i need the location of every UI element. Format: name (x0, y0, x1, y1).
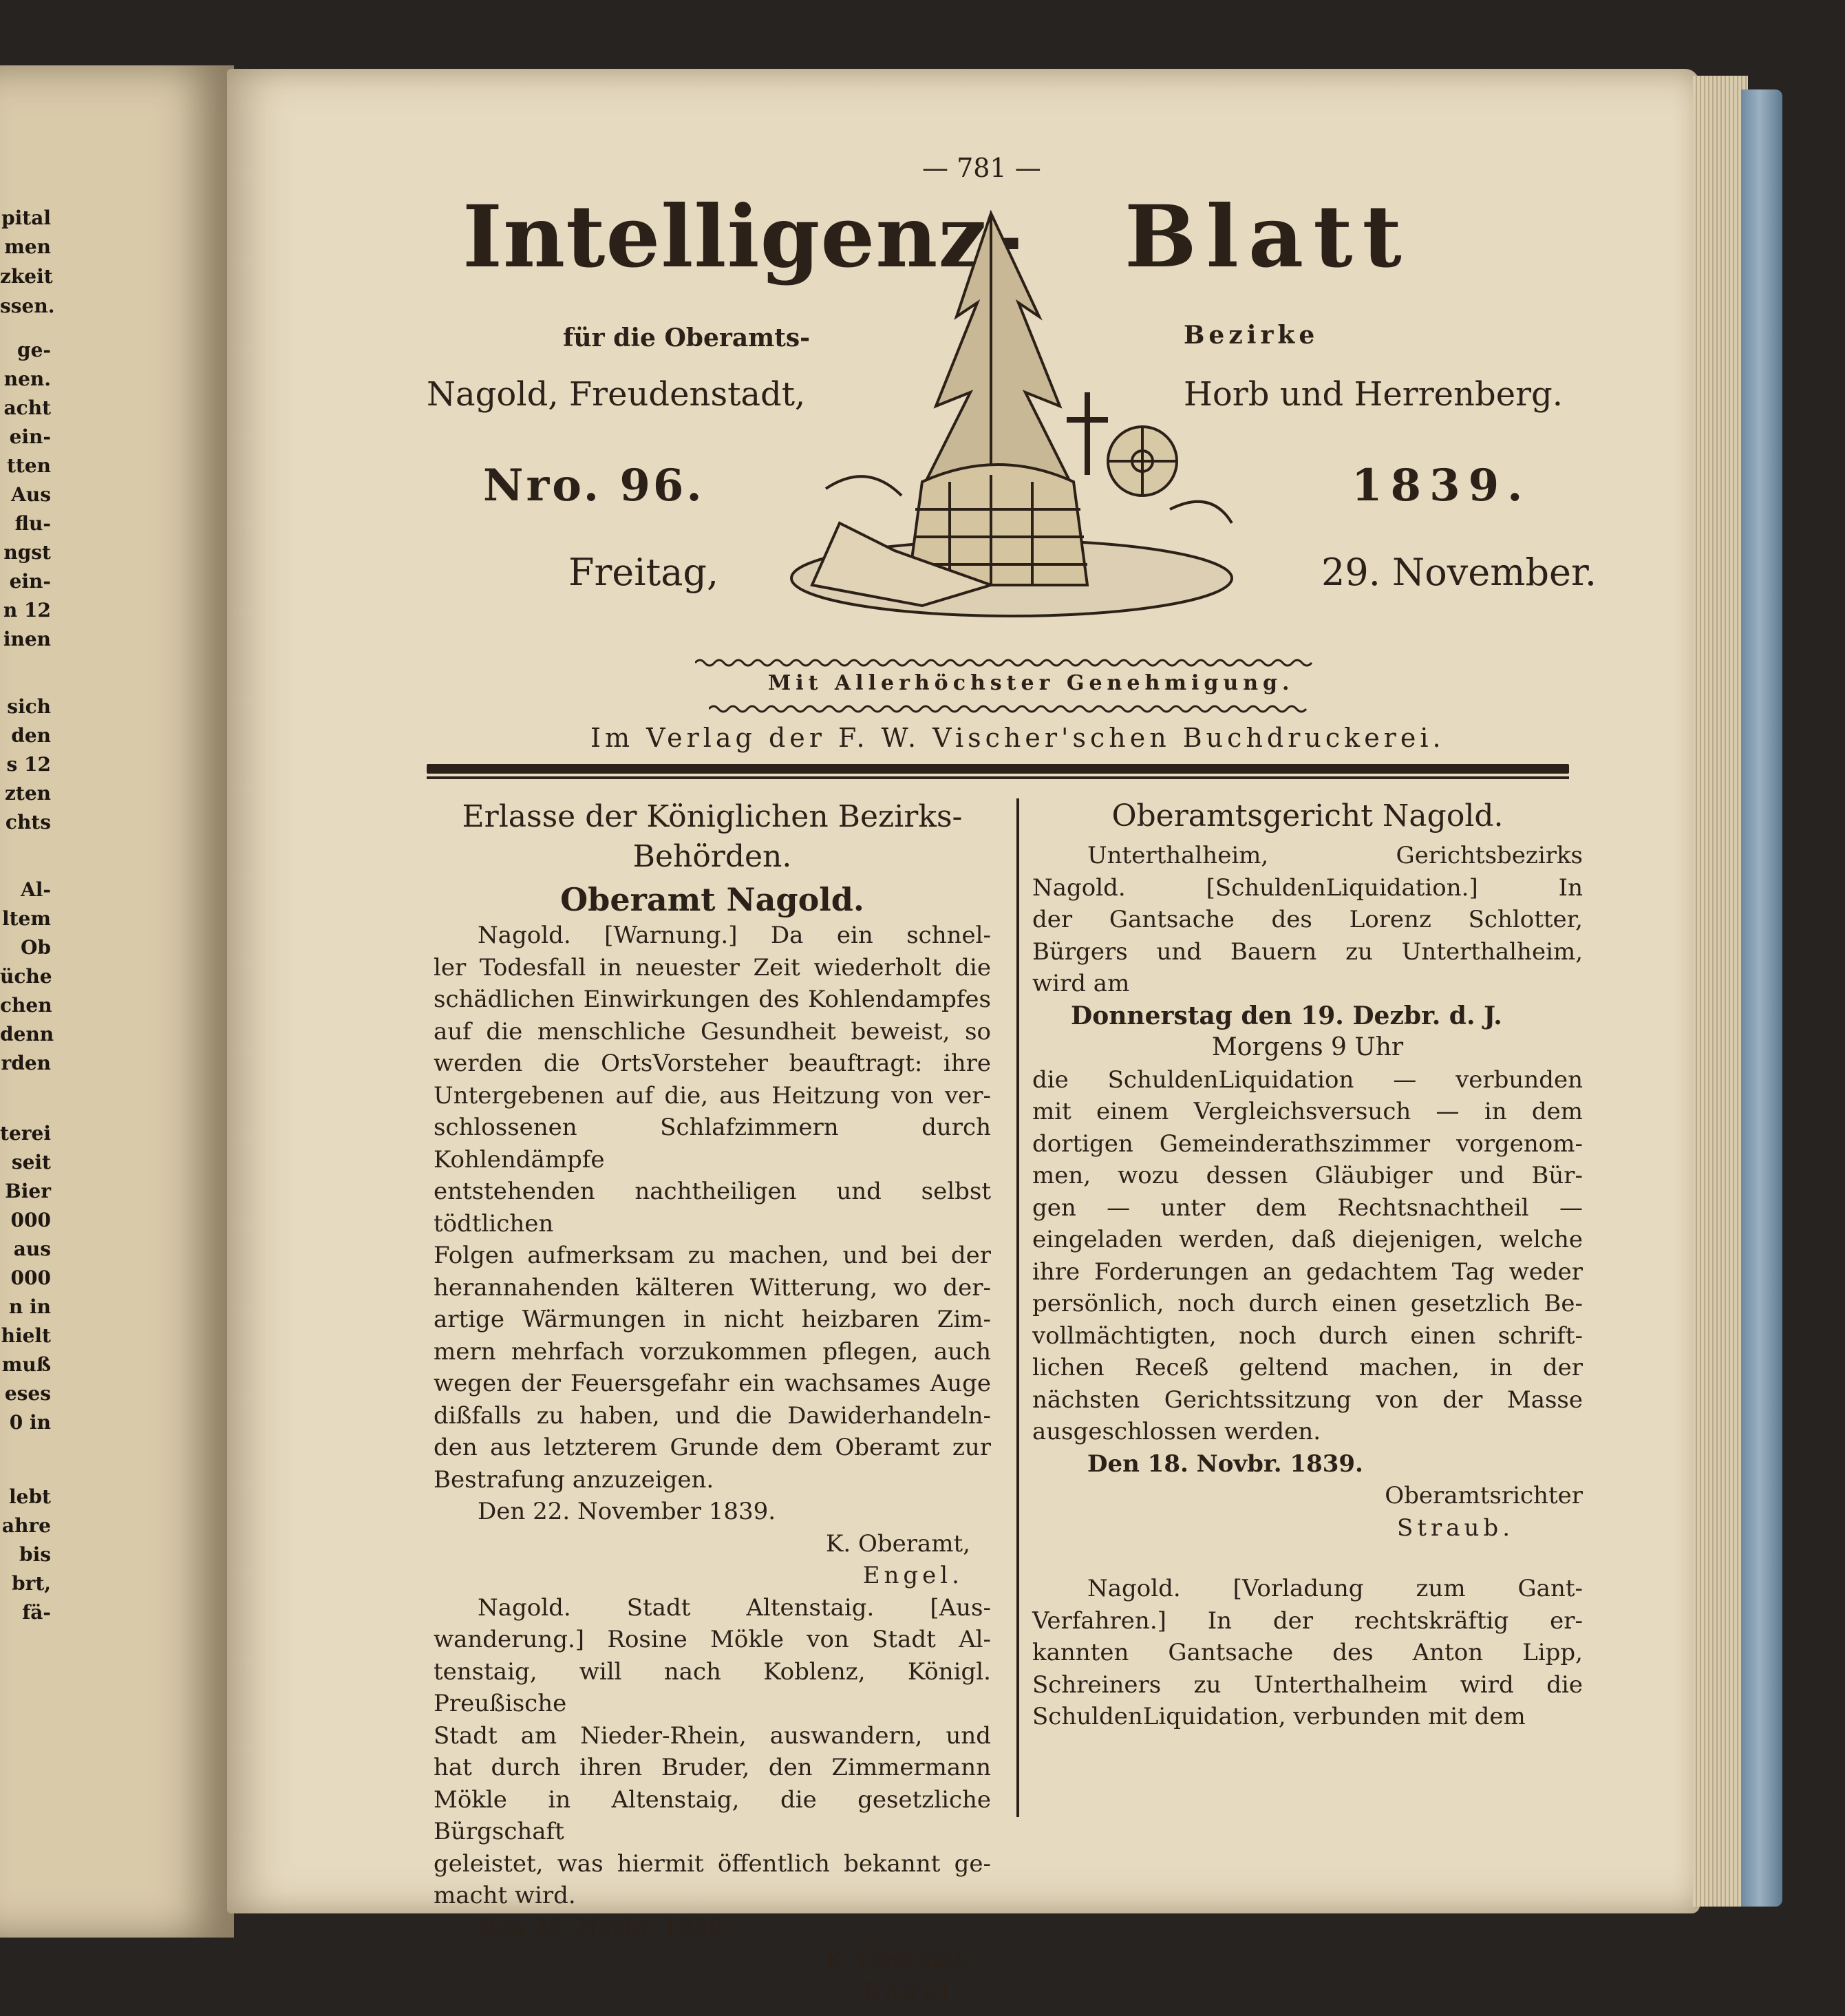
notice-warning-signature-office: K. Oberamt, (825, 1529, 970, 1558)
book-cover (1741, 89, 1782, 1907)
left-page-fragment: Al- (21, 878, 51, 901)
left-page-fragment: men (4, 235, 51, 258)
left-page-fragment: Bier (5, 1180, 51, 1202)
notice-debt-body-line: gen — unter dem Rechtsnachtheil — (1032, 1193, 1583, 1222)
notice-summons-line: Verfahren.] In der rechtskräftig er- (1032, 1606, 1583, 1635)
left-page-fragment: 000 (10, 1209, 51, 1231)
notice-warning-line: schädlichen Einwirkungen des Kohlendampfes (434, 986, 991, 1013)
notice-warning-line: wegen der Feuersgefahr ein wachsames Auge (434, 1370, 991, 1397)
left-page-fragment: den (11, 724, 51, 747)
notice-emigration-line: wanderung.] Rosine Mökle von Stadt Al- (434, 1626, 991, 1653)
notice-debt-body-line: nächsten Gerichtssitzung von der Masse (1032, 1386, 1583, 1414)
left-page-fragment: ltem (1, 907, 51, 930)
right-column (1032, 797, 1583, 1733)
notice-summons-line: kannten Gantsache des Anton Lipp, (1032, 1639, 1583, 1666)
notice-emigration-line: geleistet, was hiermit öffentlich bekannt ge- (434, 1849, 991, 1878)
left-page-fragment: üche (0, 965, 52, 988)
notice-warning-line: herannahenden kälteren Witterung, wo der- (434, 1273, 991, 1302)
left-page-fragment: chen (0, 994, 52, 1017)
notice-emigration-line: tenstaig, will nach Koblenz, Königl. Preußische (434, 1657, 991, 1717)
left-page-fragment: tten (6, 454, 51, 477)
left-page-fragment: seit (11, 1151, 51, 1174)
notice-debt-line: wird am (1032, 970, 1130, 997)
left-page-fragment: muß (1, 1353, 51, 1376)
notice-debt-body-line: die SchuldenLiquidation — verbunden (1032, 1065, 1583, 1094)
left-page-fragment: ahre (1, 1514, 51, 1537)
notice-warning-line: Bestrafung anzuzeigen. (434, 1465, 714, 1494)
decorative-wavy-rule-top (695, 657, 1314, 668)
notice-debt-body-line: vollmächtigten, noch durch einen schrift- (1032, 1322, 1583, 1350)
left-page-fragment: hielt (1, 1324, 51, 1347)
left-page-fragment: denn (0, 1023, 54, 1046)
masthead-title-right: Blatt (1124, 187, 1411, 287)
notice-debt-body-line: ihre Forderungen an gedachtem Tag weder (1032, 1258, 1583, 1286)
left-page-fragment: ein- (9, 425, 51, 448)
masthead-subtitle-right-1: Bezirke (1184, 321, 1319, 350)
left-page-fragment: n 12 (3, 599, 51, 622)
notice-warning-line: ler Todesfall in neuester Zeit wiederholt die (434, 953, 991, 982)
notice-bankruptcy-summons (1032, 1573, 1583, 1733)
left-page-fragment: n in (8, 1295, 51, 1318)
left-page-fragment: aus (13, 1238, 51, 1260)
left-page-fragment: Aus (11, 483, 51, 506)
notice-debt-body-line: eingeladen werden, daß diejenigen, welche (1032, 1226, 1583, 1253)
masthead-subtitle-left-1: für die Oberamts- (563, 323, 811, 352)
notice-summons-line: Schreiners zu Unterthalheim wird die (1032, 1670, 1583, 1699)
left-column-heading: Erlasse der Königlichen Bezirks-Behörden. (462, 799, 963, 874)
left-page-fragment: fä- (22, 1601, 51, 1624)
left-page-fragment: terei (0, 1122, 51, 1145)
notice-debt-liquidation-body (1032, 1064, 1583, 1448)
notice-warning-line: Folgen aufmerksam zu machen, und bei der (434, 1242, 991, 1269)
notice-debt-liquidation (1032, 840, 1583, 1000)
notice-debt-body-line: persönlich, noch durch einen gesetzlich Be- (1032, 1290, 1583, 1317)
left-column-subheading: Oberamt Nagold. (560, 881, 864, 918)
notice-emigration-signature-office: K. Oberamt, (825, 1946, 970, 1973)
notice-warning-line: dißfalls zu haben, und die Dawiderhandeln- (434, 1401, 991, 1430)
notice-debt-signature-office: Oberamtsrichter (1385, 1482, 1583, 1509)
masthead-bottom-rule-thin (427, 776, 1569, 779)
left-page-fragment: flu- (14, 512, 51, 535)
decorative-wavy-rule-bottom (709, 703, 1314, 714)
left-page-fragment: 0 in (9, 1411, 51, 1434)
left-page-fragment: ge- (17, 339, 51, 361)
notice-summons-line: SchuldenLiquidation, verbunden mit dem (1032, 1703, 1526, 1730)
masthead-emblem-image (785, 200, 1252, 626)
left-page-fragment: ssen. (0, 295, 55, 317)
notice-debt-signature-name: Straub. (1397, 1514, 1514, 1542)
issue-weekday: Freitag, (568, 551, 719, 594)
notice-warning-signature-name: Engel. (862, 1562, 963, 1589)
notice-warning-line: Untergebenen auf die, aus Heitzung von ver- (434, 1081, 991, 1110)
left-page-fragment: brt, (11, 1572, 51, 1595)
notice-emigration-line: Stadt am Nieder-Rhein, auswandern, und (434, 1721, 991, 1750)
left-page-fragment: inen (3, 628, 51, 650)
notice-warning-line: den aus letzterem Grunde dem Oberamt zur (434, 1434, 991, 1461)
column-divider (1016, 798, 1019, 1817)
left-page-fragment: nen. (3, 368, 51, 390)
notice-warning-date: Den 22. November 1839. (478, 1498, 776, 1525)
notice-debt-body-line: dortigen Gemeinderathszimmer vorgenom- (1032, 1129, 1583, 1158)
notice-warning-line: schlossenen Schlafzimmern durch Kohlendämpfe (434, 1114, 991, 1174)
left-page-fragment: rden (1, 1052, 51, 1074)
left-page-fragment: 000 (10, 1266, 51, 1289)
notice-warning (434, 920, 991, 1496)
notice-emigration-line: macht wird. (434, 1882, 576, 1909)
notice-emigration-signature-name: Engel. (862, 1977, 963, 2006)
notice-debt-line: der Gantsache des Lorenz Schlotter, (1032, 906, 1583, 933)
notice-emigration-line: Mökle in Altenstaig, die gesetzliche Bürgschaft (434, 1785, 991, 1845)
left-page-fragment: sich (7, 695, 51, 718)
notice-emigration-date: Den 25. Novbr. 1839. (478, 1913, 731, 1942)
authority-line: Mit Allerhöchster Genehmigung. (768, 671, 1294, 695)
masthead-subtitle-right-2: Horb und Herrenberg. (1184, 375, 1564, 414)
masthead-bottom-rule (427, 764, 1569, 774)
notice-debt-body-line: lichen Receß geltend machen, in der (1032, 1354, 1583, 1381)
left-page-fragment: lebt (9, 1485, 51, 1508)
notice-debt-line: Bürgers und Bauern zu Unterthalheim, (1032, 937, 1583, 966)
left-page-fragment: ngst (3, 541, 51, 564)
notice-emigration-line: Nagold. Stadt Altenstaig. [Aus- (478, 1593, 991, 1622)
notice-warning-line: auf die menschliche Gesundheit beweist, so (434, 1017, 991, 1046)
issue-number: Nro. 96. (483, 460, 705, 511)
masthead-title-left: Intelligenz- (462, 187, 1024, 287)
notice-warning-line: artige Wärmungen in nicht heizbaren Zim- (434, 1306, 991, 1333)
right-column-heading: Oberamtsgericht Nagold. (1111, 798, 1504, 834)
notice-emigration (434, 1592, 991, 1912)
hearing-date: Donnerstag den 19. Dezbr. d. J. (1071, 1001, 1502, 1030)
issue-date: 29. November. (1321, 551, 1597, 594)
left-page-fragment: chts (5, 811, 51, 834)
left-page-fragment: zkeit (0, 265, 53, 288)
hearing-time: Morgens 9 Uhr (1211, 1033, 1404, 1061)
notice-warning-line: entstehenden nachtheiligen und selbst tödtlichen (434, 1178, 991, 1238)
issue-year: 1839. (1352, 460, 1531, 511)
notice-warning-line: mern mehrfach vorzukommen pflegen, auch (434, 1337, 991, 1366)
notice-debt-line: Unterthalheim, Gerichtsbezirks (1087, 842, 1583, 869)
left-page-fragment: s 12 (6, 753, 51, 776)
left-page-fragment: bis (19, 1543, 51, 1566)
page-edges (1693, 76, 1748, 1907)
notice-debt-date: Den 18. Novbr. 1839. (1087, 1450, 1363, 1478)
left-page-fragment: acht (3, 396, 51, 419)
notice-emigration-line: hat durch ihren Bruder, den Zimmermann (434, 1754, 991, 1781)
left-page-fragment: ein- (9, 570, 51, 593)
notice-warning-line: Nagold. [Warnung.] Da ein schnel- (478, 922, 991, 949)
notice-debt-body-line: ausgeschlossen werden. (1032, 1418, 1321, 1445)
notice-debt-body-line: men, wozu dessen Gläubiger und Bür- (1032, 1162, 1583, 1189)
left-page-fragment: pital (1, 206, 51, 229)
publisher-line: Im Verlag der F. W. Vischer'schen Buchdruckerei. (590, 723, 1445, 753)
notice-warning-line: werden die OrtsVorsteher beauftragt: ihre (434, 1050, 991, 1077)
page-number: — 781 — (922, 153, 1041, 183)
left-page-fragment: zten (4, 782, 51, 805)
notice-debt-body-line: mit einem Vergleichsversuch — in dem (1032, 1098, 1583, 1125)
notice-debt-line: Nagold. [SchuldenLiquidation.] In (1032, 873, 1583, 902)
left-column (434, 797, 991, 2008)
notice-summons-line: Nagold. [Vorladung zum Gant- (1087, 1575, 1583, 1602)
masthead-subtitle-left-2: Nagold, Freudenstadt, (427, 375, 806, 414)
left-page-fragment: eses (4, 1382, 51, 1405)
left-page-fragment: Ob (21, 936, 51, 959)
